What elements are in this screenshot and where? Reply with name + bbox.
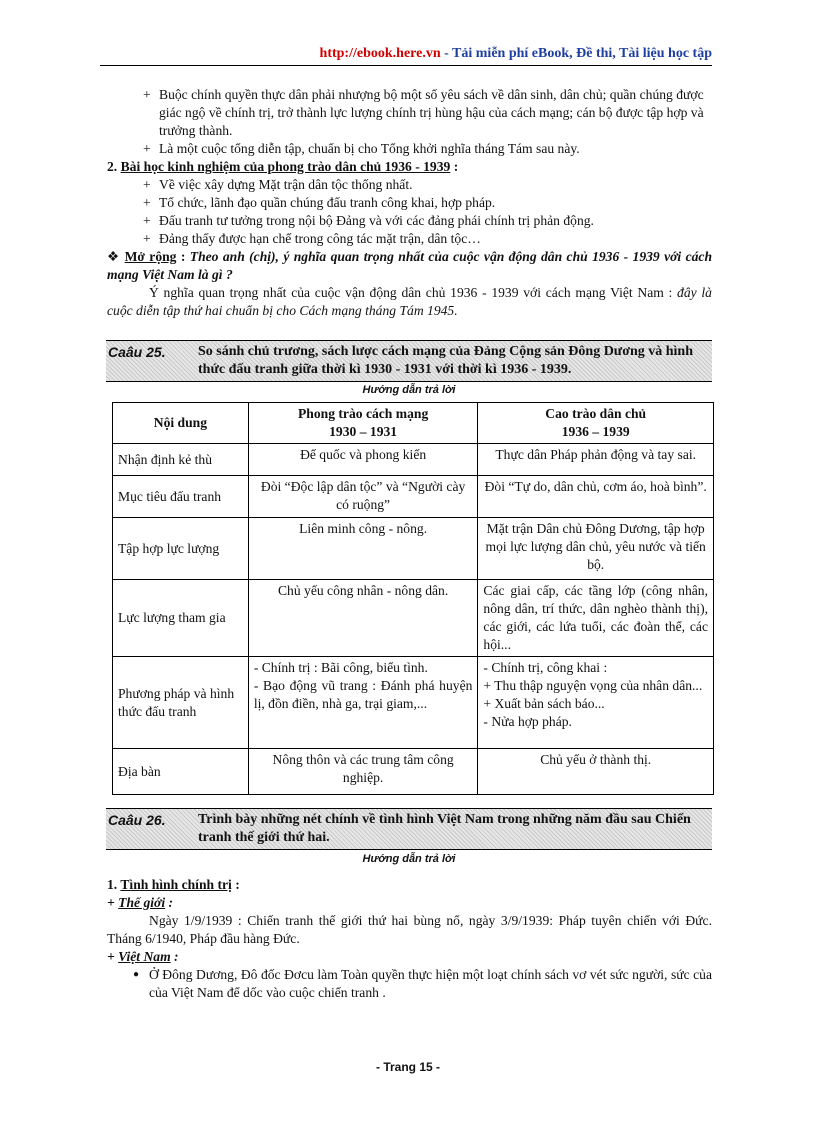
subheading-plus: + [107, 949, 115, 964]
row-label-cell: Mục tiêu đấu tranh [113, 476, 249, 518]
list-item [107, 230, 712, 248]
question-26-heading [106, 808, 712, 850]
list-item-text: Đảng thấy được hạn chế trong công tác mặt trận, dân tộc… [159, 231, 481, 246]
extension-question-text: Theo anh (chị), ý nghĩa quan trọng nhất của cuộc vận động dân chủ 1936 - 1939 với cách mạng Việt Nam là gì ? [107, 249, 713, 282]
list-item [107, 966, 712, 1002]
list-item-text: Đấu tranh tư tưởng trong nội bộ Đảng và với các đảng phái chính trị phản động. [159, 213, 594, 228]
subheading-colon: : [170, 949, 179, 964]
diamond-icon: ❖ [107, 249, 121, 264]
row-label-cell: Tập hợp lực lượng [113, 518, 249, 580]
row-label-cell: Lực lượng tham gia [113, 580, 249, 657]
table-row [113, 749, 714, 795]
extension-label: Mở rộng [124, 249, 177, 264]
list-item-text: Về việc xây dựng Mặt trận dân tộc thống nhất. [159, 177, 413, 192]
question-25-heading [106, 340, 712, 382]
table-cell [248, 657, 478, 749]
answer-guide-label: Hướng dẫn trả lời [362, 384, 456, 396]
cell-line: - Nửa hợp pháp. [483, 714, 572, 729]
table-cell: Mặt trận Dân chủ Đông Dương, tập hợp mọi lực lượng dân chủ, yêu nước và tiến bộ. [478, 518, 714, 580]
header-line: 1930 – 1931 [329, 424, 398, 439]
table-header-cell [248, 403, 478, 444]
list-item [107, 212, 712, 230]
section-heading [107, 876, 712, 894]
subheading-label: Thế giới [118, 895, 166, 910]
table-cell: Liên minh công - nông. [248, 518, 478, 580]
list-item-text: Là một cuộc tổng diễn tập, chuẩn bị cho Tổng khởi nghĩa tháng Tám sau này. [159, 141, 580, 156]
table-row [113, 518, 714, 580]
table-row [113, 444, 714, 476]
table-header-cell [478, 403, 714, 444]
extension-colon: : [176, 249, 190, 264]
row-label-cell: Phương pháp và hình thức đấu tranh [113, 657, 249, 749]
section-heading [107, 158, 712, 176]
table-header-cell: Nội dung [113, 403, 249, 444]
extension-answer-text: Ý nghĩa quan trọng nhất của cuộc vận động dân chủ 1936 - 1939 với cách mạng Việt Nam : [149, 285, 678, 300]
table-cell: Đế quốc và phong kiến [248, 444, 478, 476]
table-cell: Chủ yếu công nhân - nông dân. [248, 580, 478, 657]
subheading-world [107, 894, 712, 912]
world-paragraph: Ngày 1/9/1939 : Chiến tranh thế giới thứ hai bùng nổ, ngày 3/9/1939: Pháp tuyên chiến với Đức. Tháng 6/1940, Pháp đầu hàng Đức. [107, 913, 712, 946]
list-item-text: Buộc chính quyền thực dân phải nhượng bộ một số yêu sách về dân sinh, dân chủ; quần chúng được giác ngộ về chính trị, trở thành lực lượng chính trị hùng hậu của cách mạng; cán bộ được tập hợp và trưởng thành. [159, 87, 704, 138]
section-lessons [107, 158, 712, 248]
table-cell: Thực dân Pháp phản động và tay sai. [478, 444, 714, 476]
extension-answer-italic: đây là cuộc diễn tập thứ hai chuẩn bị cho Cách mạng tháng Tám 1945. [107, 285, 712, 318]
comparison-table [112, 402, 714, 795]
section-number: 2. [107, 159, 118, 174]
list-item [107, 86, 712, 140]
list-item-text: Ở Đông Dương, Đô đốc Đơcu làm Toàn quyền thực hiện một loạt chính sách vơ vét sức người, sức của của Việt Nam để dốc vào cuộc chiến tranh . [149, 967, 712, 1000]
list-item [107, 194, 712, 212]
list-item-text: Tổ chức, lãnh đạo quần chúng đấu tranh công khai, hợp pháp. [159, 195, 496, 210]
section-number: 1. [107, 877, 118, 892]
bullet-marker: + [143, 213, 151, 228]
section-title: Tình hình chính trị [120, 877, 232, 892]
row-label-cell: Nhận định kẻ thù [113, 444, 249, 476]
table-row [113, 476, 714, 518]
bullet-marker: + [143, 87, 151, 102]
table-header-row [113, 403, 714, 444]
table-cell: Các giai cấp, các tầng lớp (công nhân, nông dân, trí thức, dân nghèo thành thị), các giới, các lứa tuổi, các đoàn thể, các hội... [478, 580, 714, 657]
table-cell: Nông thôn và các trung tâm công nghiệp. [248, 749, 478, 795]
question-title-line: thức đấu tranh giữa thời kì 1930 - 1931 với thời kì 1936 - 1939. [198, 362, 572, 377]
cell-line: + Thu thập nguyện vọng của nhân dân... [483, 678, 703, 693]
cell-line: + Xuất bản sách báo... [483, 696, 605, 711]
intro-bullets [107, 86, 712, 158]
bullet-marker: + [143, 195, 151, 210]
row-label-cell: Địa bàn [113, 749, 249, 795]
table-cell [478, 657, 714, 749]
header-separator: - [440, 46, 453, 61]
bullet-marker: + [143, 177, 151, 192]
cell-line: - Chính trị, công khai : [483, 660, 608, 675]
header-line: Cao trào dân chủ [545, 406, 647, 421]
list-item [107, 176, 712, 194]
subheading-colon: : [165, 895, 174, 910]
section-politics [107, 876, 712, 1002]
bullet-dot-icon: ● [133, 969, 140, 980]
question-title-line: Trình bày những nét chính về tình hình Việt Nam trong những năm đầu sau Chiến [198, 812, 691, 827]
subheading-label: Việt Nam [118, 949, 171, 964]
subheading-vietnam [107, 948, 712, 966]
question-title-line: tranh thế giới thứ hai. [198, 830, 330, 845]
section-colon: : [231, 877, 240, 892]
cell-line: - Bạo động vũ trang : Đánh phá huyện lị, đồn điền, nhà ga, trại giam,... [253, 678, 473, 711]
table-cell: Chủ yếu ở thành thị. [478, 749, 714, 795]
list-item [107, 140, 712, 158]
section-title: Bài học kinh nghiệm của phong trào dân chủ 1936 - 1939 [120, 159, 451, 174]
section-colon: : [450, 159, 459, 174]
answer-guide-label: Hướng dẫn trả lời [362, 853, 456, 865]
page-header [100, 46, 712, 66]
extension-block [107, 248, 712, 320]
table-row [113, 657, 714, 749]
bullet-marker: + [143, 231, 151, 246]
header-tagline: Tải miễn phí eBook, Đề thi, Tài liệu học tập [452, 46, 712, 61]
table-row [113, 580, 714, 657]
question-title-line: So sánh chủ trương, sách lược cách mạng của Đảng Cộng sản Đông Dương và hình [198, 344, 693, 359]
table-cell: Đòi “Độc lập dân tộc” và “Người cày có ruộng” [248, 476, 478, 518]
question-number: Caâu 25. [108, 344, 166, 360]
table-cell: Đòi “Tự do, dân chủ, cơm áo, hoà bình”. [478, 476, 714, 518]
subheading-plus: + [107, 895, 115, 910]
extension-question [107, 248, 712, 284]
header-url-link[interactable]: http://ebook.here.vn [319, 46, 441, 61]
page-number: - Trang 15 - [375, 1060, 440, 1074]
cell-line: - Chính trị : Bãi công, biểu tình. [253, 660, 428, 675]
header-line: 1936 – 1939 [561, 424, 630, 439]
extension-answer [107, 284, 712, 320]
bullet-marker: + [143, 141, 151, 156]
header-line: Phong trào cách mạng [297, 406, 429, 421]
question-number: Caâu 26. [108, 812, 166, 828]
